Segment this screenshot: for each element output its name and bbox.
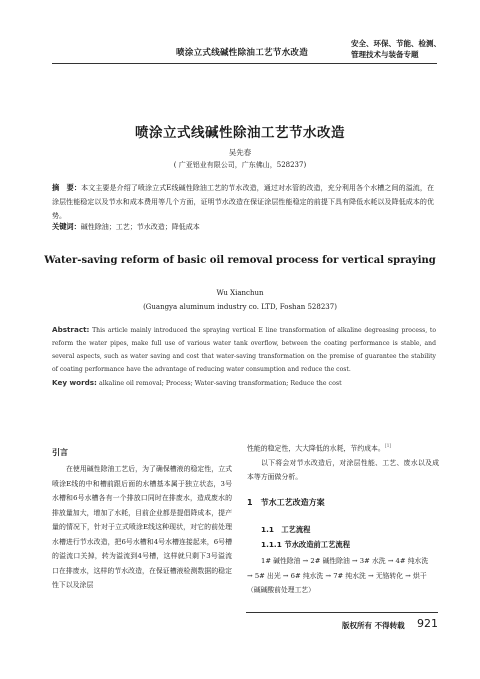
keywords-en [52, 378, 436, 387]
reference-mark: [1] [384, 444, 392, 449]
header-rule [52, 63, 437, 64]
page-number: 921 [417, 617, 438, 630]
process-flow-line1: 1# 碱性除油 → 2# 碱性除油 → 3# 水洗 → 4# 纯水洗 [261, 557, 429, 565]
author-cn: 吴先春 [228, 148, 252, 157]
paper-title-en: Water-saving reform of basic oil removal process for vertical spraying [44, 255, 436, 266]
right-column-body [247, 440, 439, 485]
process-flow-line2: → 5# 出光 → 6# 纯水洗 → 7# 纯水洗 → 无铬转化 → 烘干 [247, 571, 427, 580]
abstract-en [52, 323, 436, 376]
column-name-line2: 管理技术与装备专题 [351, 50, 419, 59]
column-name [351, 38, 441, 60]
process-flow [247, 554, 441, 598]
keywords-cn [52, 222, 434, 232]
footer-rule [246, 612, 438, 613]
section-1-heading: 1 节水工艺改造方案 [247, 498, 325, 507]
author-en: Wu Xianchun [216, 289, 264, 297]
intro-heading: 引言 [52, 448, 68, 457]
abstract-en-text: This article mainly introduced the spraying vertical E line transformation of alkaline degreasing process, to reform the water pipes, make full use of various water tank overflow, between the coating performance is stable, and several aspects, such as water saving and cost that water-saving transformation on the premise of guarantee the stability of coating performance have the advantage of reducing water consumption and reduce the cost. [52, 327, 436, 373]
section-1-1-1-heading: 1.1.1 节水改造前工艺流程 [261, 540, 350, 549]
abstract-cn [52, 181, 434, 223]
keywords-cn-text: 碱性除油；工艺；节水改造；降低成本 [80, 223, 200, 231]
right-paragraph-2: 以下将会对节水改造后，对涂层性能、工艺、废水以及成本等方面做分析。 [247, 458, 439, 482]
keywords-en-text: alkaline oil removal; Process; Water-saving transformation; Reduce the cost [98, 380, 342, 387]
page-header [0, 0, 480, 70]
right-paragraph-1-text: 性能的稳定性，大大降低的水耗，节约成本。 [247, 444, 385, 453]
keywords-cn-label: 关键词： [52, 222, 81, 231]
process-flow-line3: （碱碱酸前处理工艺） [247, 586, 315, 594]
copyright-notice: 版权所有 不得转载 [342, 621, 405, 630]
intro-paragraph: 在使用碱性除油工艺后，为了确保槽液的稳定性，立式喷涂E线的中和槽前跟后面的水槽基本属于独立状态，3号水槽和6号水槽各有一个排放口同时在排废水，造成废水的排放量加大，增加了水耗，目前企业都是提倡降成本，提产量的情况下，针对于立式喷涂E线这种现状，对它的前处理水槽进行节水改造，把6号水槽和4号水槽连接起来，6号槽的溢流口关掉，转为溢流到4号槽，这样就只剩下3号溢流口在排废水，这样的节水改造，在保证槽液检测数据的稳定性下以及涂层 [52, 465, 232, 589]
abstract-en-label: Abstract: [52, 325, 90, 334]
right-paragraph-1 [247, 440, 439, 456]
running-title: 喷涂立式线碱性除油工艺节水改造 [176, 48, 309, 58]
paper-title-cn: 喷涂立式线碱性除油工艺节水改造 [135, 125, 345, 141]
affiliation-cn: ( 广亚铝业有限公司，广东佛山，528237) [173, 161, 307, 169]
abstract-cn-text: 本文主要是介绍了喷涂立式E线碱性除油工艺的节水改造，通过对水管的改造，充分利用各个水槽之间的溢流，在涂层性能稳定以及节水和成本费用等几个方面，证明节水改造在保证涂层性能稳定的前提下具有降低水耗以及降低成本的优势。 [52, 184, 434, 220]
affiliation-en: (Guangya aluminum industry co. LTD, Foshan 528237) [143, 303, 337, 311]
keywords-en-label: Key words: [52, 378, 97, 387]
abstract-cn-label: 摘 要： [52, 183, 82, 192]
column-name-line1: 安全、环保、节能、检测、 [351, 39, 441, 48]
intro-body [52, 462, 232, 593]
section-1-1-heading: 1.1 工艺流程 [261, 525, 311, 534]
